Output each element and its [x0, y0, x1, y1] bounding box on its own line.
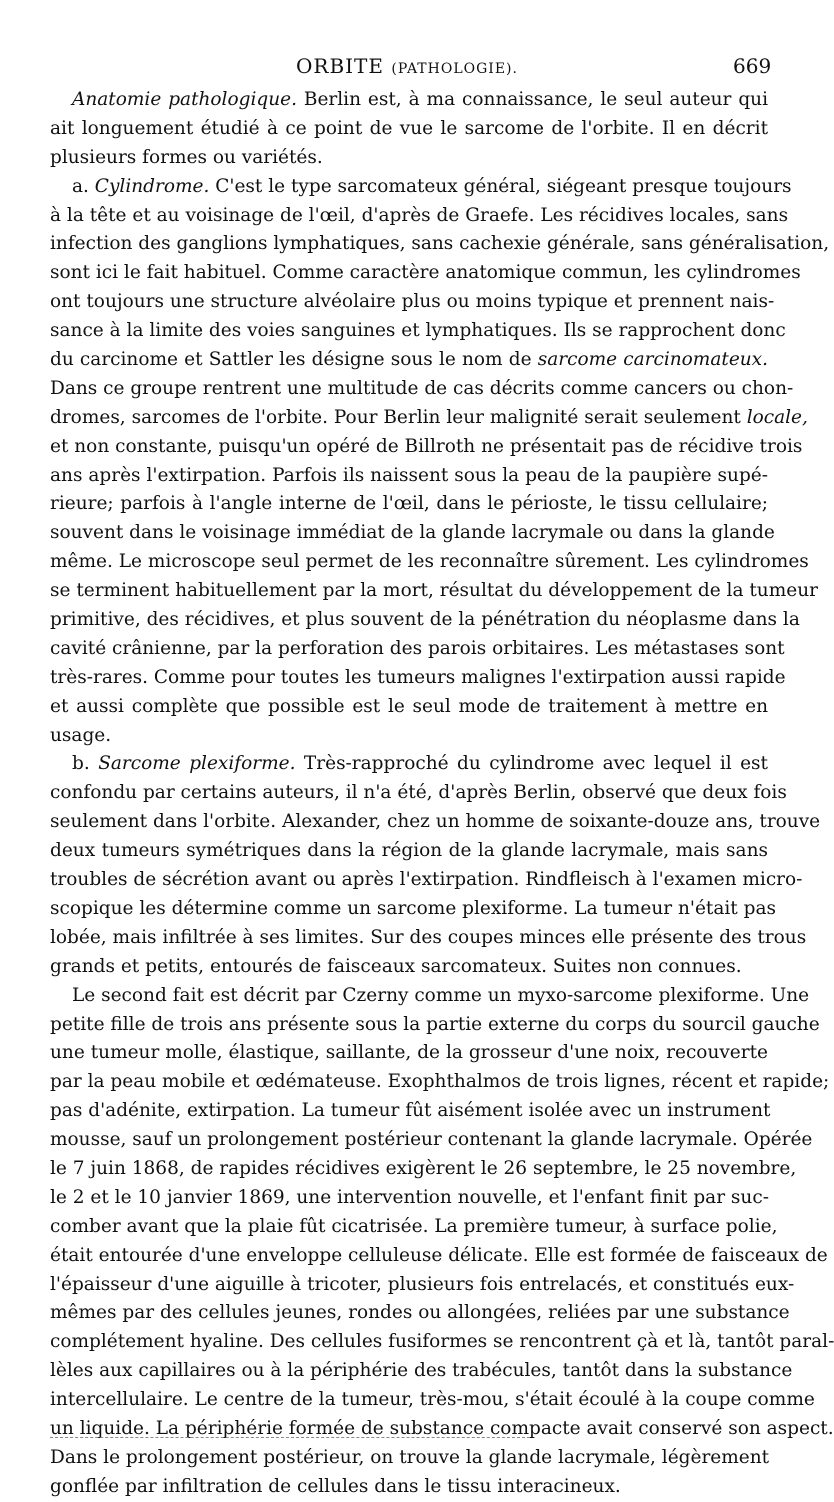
text-line: le 2 et le 10 janvier 1869, une intervention nouvelle, et l'enfant finit par suc- [50, 1186, 769, 1208]
text-line: mêmes par des cellules jeunes, rondes ou allongées, reliées par une substance [50, 1302, 790, 1324]
text-line: ait longuement étudié à ce point de vue le sarcome de l'orbite. Il en décrit [50, 117, 768, 139]
text-line: primitive, des récidives, et plus souvent de la pénétration du néoplasme dans la [50, 609, 800, 631]
text-line: souvent dans le voisinage immédiat de la glande lacrymale ou dans la glande [50, 522, 775, 544]
text-line: complétement hyaline. Des cellules fusiformes se rencontrent çà et là, tantôt paral- [50, 1331, 834, 1353]
text-line: gonflée par infiltration de cellules dans le tissu interacineux. [50, 1475, 621, 1497]
text-line: même. Le microscope seul permet de les reconnaître sûrement. Les cylindromes [50, 551, 809, 573]
text-line: plusieurs formes ou variétés. [50, 146, 323, 168]
text-line: comber avant que la plaie fût cicatrisée. La première tumeur, à surface polie, [50, 1215, 778, 1237]
text-line: lèles aux capillaires ou à la périphérie des trabécules, tantôt dans la substance [50, 1360, 793, 1382]
running-title-sub: (PATHOLOGIE). [391, 61, 518, 77]
text-line: grands et petits, entourés de faisceaux sarcomateux. Suites non connues. [50, 955, 742, 977]
text-line: un liquide. La périphérie formée de substance compacte avait conservé son aspect. [50, 1417, 834, 1439]
text-line: et non constante, puisqu'un opéré de Billroth ne présentait pas de récidive trois [50, 435, 803, 457]
text-line: l'épaisseur d'une aiguille à tricoter, plusieurs fois entrelacés, et constitués eux- [50, 1273, 795, 1295]
page-number: 669 [733, 54, 772, 78]
text-line: mousse, sauf un prolongement postérieur contenant la glande lacrymale. Opérée [50, 1129, 813, 1151]
running-title-main: ORBITE [296, 54, 384, 78]
running-title [296, 54, 518, 78]
text-line: b. Sarcome plexiforme. Très-rapproché du cylindrome avec lequel il est [72, 753, 768, 775]
text-line: une tumeur molle, élastique, saillante, de la grosseur d'une noix, recouverte [50, 1042, 768, 1064]
text-line: le 7 juin 1868, de rapides récidives exigèrent le 26 septembre, le 25 novembre, [50, 1157, 797, 1179]
text-line: intercellulaire. Le centre de la tumeur, très-mou, s'était écoulé à la coupe comme [50, 1389, 815, 1411]
text-line: seulement dans l'orbite. Alexander, chez un homme de soixante-douze ans, trouve [50, 811, 821, 833]
text-line: rieure; parfois à l'angle interne de l'œil, dans le périoste, le tissu cellulaire; [50, 493, 768, 515]
text-line: Dans le prolongement postérieur, on trouve la glande lacrymale, légèrement [50, 1446, 770, 1468]
text-line: confondu par certains auteurs, il n'a été, d'après Berlin, observé que deux fois [50, 782, 787, 804]
text-line: et aussi complète que possible est le seul mode de traitement à mettre en [50, 695, 768, 717]
text-line: deux tumeurs symétriques dans la région de la glande lacrymale, mais sans [50, 840, 768, 862]
text-line: par la peau mobile et œdémateuse. Exophthalmos de trois lignes, récent et rapide; [50, 1071, 830, 1093]
text-line: était entourée d'une enveloppe celluleuse délicate. Elle est formée de faisceaux de [50, 1244, 828, 1266]
text-line: troubles de sécrétion avant ou après l'extirpation. Rindfleisch à l'examen micro- [50, 869, 803, 891]
text-line: Dans ce groupe rentrent une multitude de cas décrits comme cancers ou chon- [50, 377, 794, 399]
text-line: lobée, mais infiltrée à ses limites. Sur des coupes minces elle présente des trous [50, 926, 807, 948]
page-header [0, 54, 800, 84]
text-line: petite fille de trois ans présente sous la partie externe du corps du sourcil gauche [50, 1013, 820, 1035]
text-line: à la tête et au voisinage de l'œil, d'après de Graefe. Les récidives locales, sans [50, 204, 789, 226]
text-line: infection des ganglions lymphatiques, sans cachexie générale, sans généralisation, [50, 233, 830, 255]
text-line: très-rares. Comme pour toutes les tumeurs malignes l'extirpation aussi rapide [50, 666, 786, 688]
text-line: dromes, sarcomes de l'orbite. Pour Berlin leur malignité serait seulement locale, [50, 406, 808, 428]
body-text [50, 86, 834, 1502]
text-line: a. Cylindrome. C'est le type sarcomateux général, siégeant presque toujours [72, 175, 792, 197]
text-line: scopique les détermine comme un sarcome plexiforme. La tumeur n'était pas [50, 897, 776, 919]
text-line: ans après l'extirpation. Parfois ils naissent sous la peau de la paupière supé- [50, 464, 768, 486]
text-line: ont toujours une structure alvéolaire plus ou moins typique et prennent nais- [50, 291, 775, 313]
text-line: se terminent habituellement par la mort, résultat du développement de la tumeur [50, 580, 818, 602]
text-line: cavité crânienne, par la perforation des parois orbitaires. Les métastases sont [50, 637, 785, 659]
text-line: usage. [50, 724, 112, 746]
text-line: sance à la limite des voies sanguines et lymphatiques. Ils se rapprochent donc [50, 320, 786, 342]
text-line: sont ici le fait habituel. Comme caractère anatomique commun, les cylindromes [50, 262, 801, 284]
text-line: du carcinome et Sattler les désigne sous le nom de sarcome carcinomateux. [50, 349, 768, 371]
text-line: pas d'adénite, extirpation. La tumeur fût aisément isolée avec un instrument [50, 1100, 771, 1122]
text-line: Anatomie pathologique. Berlin est, à ma connaissance, le seul auteur qui [72, 89, 768, 110]
footer-rule [50, 1437, 530, 1438]
text-line: Le second fait est décrit par Czerny comme un myxo-sarcome plexiforme. Une [72, 984, 810, 1006]
